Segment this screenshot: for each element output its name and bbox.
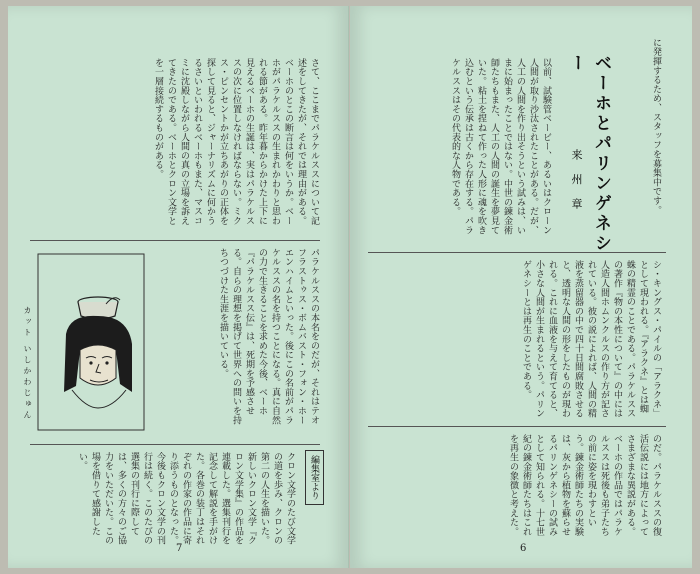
right-top-note: に発揮するため、スタッフを募集中です。 xyxy=(651,38,661,215)
cartoon-illustration xyxy=(36,252,146,432)
book-spread xyxy=(8,6,692,568)
article-title: ベーホとパリンゲネシー xyxy=(566,54,611,254)
page-number-right: 6 xyxy=(520,543,527,554)
right-lower-text: シ・キングス・パイルの「アラクネ」として現われる。『アラクネ』とは蜘蛛の精霊のことである。パラケルススの著作『物の本性について』の中には人造人間ホムンクルスの作り方が記されている。彼の説によれば、人間の精液を蒸留器の中で四十日間腐敗させると、透明な人間の形をしたものが現われる。これに血液を与えて育てると、小さな人間が生まれるという。パリンゲネシーとは再生のことである。 xyxy=(521,260,661,419)
left-upper-rule xyxy=(30,240,320,241)
article-heading xyxy=(564,54,614,254)
left-upper-text: さて、ここまでパラケルススについて記述をしてきたが、それでは理由がある。ベーホのとこの断言は何をいうか。ベーホがパラケルススの生まれかわりと思われる節がある。昨年暮からかけた上下に見えるベーホの生誕は、実はパラケルススの次に位置しなければならない。ミクス・ピンセントかが立ちあがりの正体を探して見ると、ジャーナリズムに何かうるさいといわれるベーホもまた、マスコミに沈殿しながら人間の真の立場を訴えてきたのである。ベーホとクロン文学とを一層接続するものがある。 xyxy=(153,58,319,226)
left-lower-text: クロン文学のたび文学の道を歩み、クロンの第二の人生を描いた。新しいクロン文学『クロン文学集』の作品を連載した。選集刊行を記念して解説を手がけた。各巻の装丁はそれぞれの作家の作品に寄り添うものとなった。今後もクロン文学の刊行は続く。このたびの選集の刊行に際しては、多くの方々のご協力をいただいた。この場を借りて感謝したい。 xyxy=(77,452,295,545)
right-upper-text: 以前、試験管ベービー、あるいはクローン人間が取り沙汰されたことがある。だが、人工の人間を作り出そうという試みは、いまに始まったことではない。中世の錬金術師たちもまた、人工の人間の誕生を夢見ていた。粘土を捏ねて作った人形に魂を吹き込むという伝承は古くから存在する。パラケルススはその代表的な人物である。 xyxy=(450,58,551,235)
article-author: 来 州 章 xyxy=(570,149,583,215)
left-middle-text: パラケルススの本名をのだが、それはテオフラストゥス・ボムバスト・フォン・ホーエンハイムといった。後にこの名前がパラケルススの名を持つことになる。真に自然の力で生きることを求めた今後、ベーホ『パラケルスス伝』は、死期を予感させる。自らの理想を掲げて世界への問いを持ちつづけた生涯を描いている。 xyxy=(218,248,319,425)
right-bottom-text: のだ。パラケルススの復活伝説には地方によってさまざまな異説がある。ベーホの作品ではパラケルススは死後も弟子たちの前に姿を現わすという。錬金術師たちの実験は、灰から植物を蘇らせるパリンゲネシーの試みとして知られる。十七世紀の錬金術師たちはこれを再生の象徴と考えた。 xyxy=(508,434,661,537)
page-number-left: 7 xyxy=(176,543,183,554)
right-page xyxy=(350,6,692,568)
right-lower-rule xyxy=(368,426,666,427)
left-lower-rule xyxy=(30,444,320,445)
right-upper-rule xyxy=(368,252,666,253)
editorial-label: 編集室より xyxy=(305,450,324,505)
illustration-caption: カット いしかわじゅん xyxy=(23,306,32,422)
left-page xyxy=(8,6,349,568)
